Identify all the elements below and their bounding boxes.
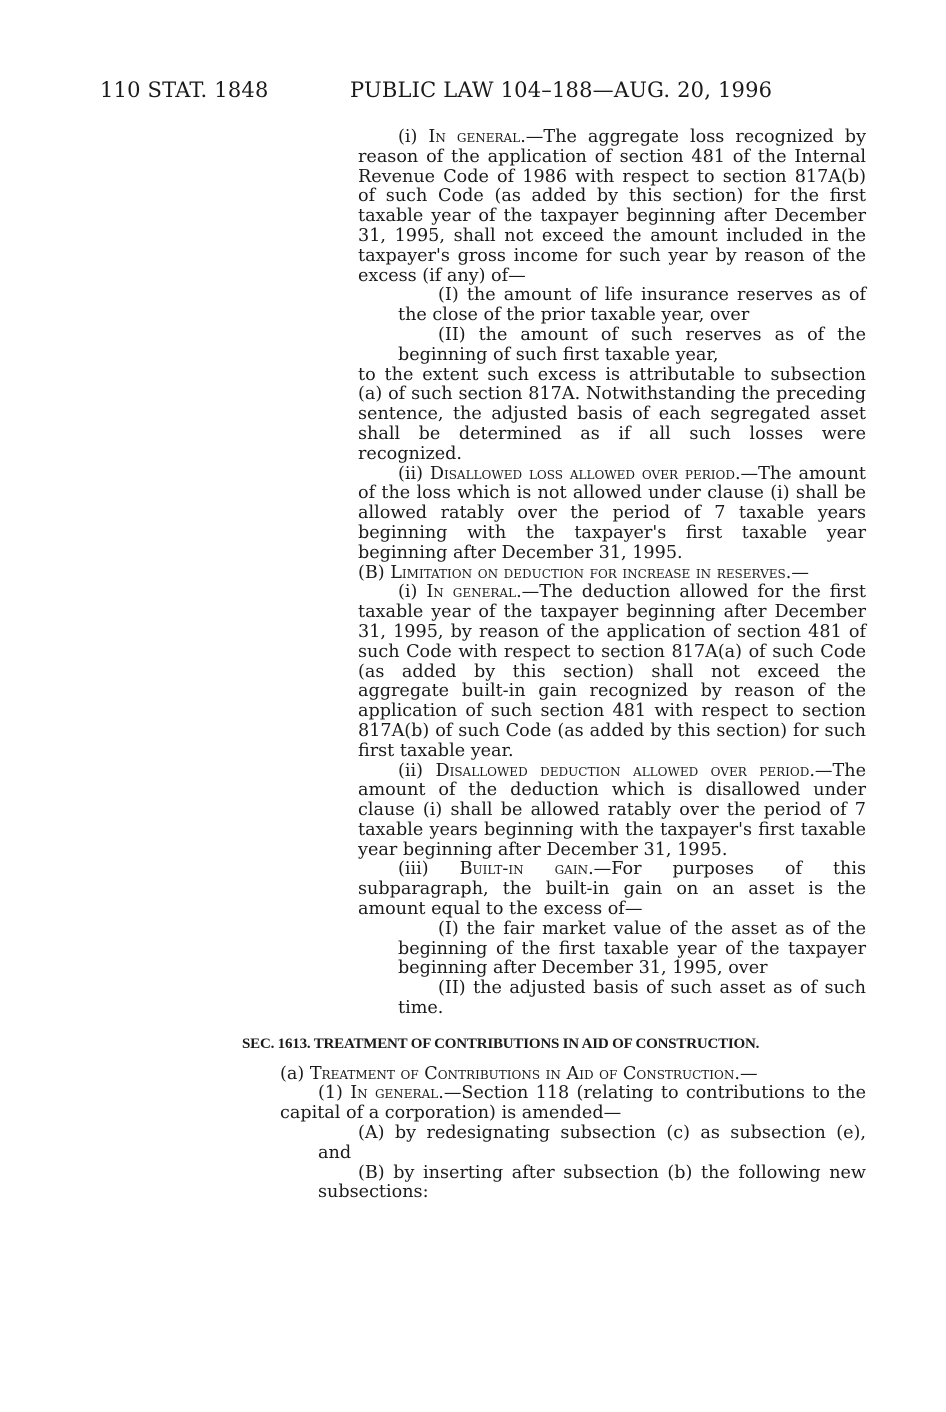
public-law-citation: PUBLIC LAW 104–188—AUG. 20, 1996 (350, 78, 773, 102)
clause-i-in-general (358, 128, 866, 286)
subclause-I-reserves-close: (I) the amount of life insurance reserves as of the close of the prior taxable year, over (398, 285, 866, 326)
paragraph-text: .—Section 118 (relating to contributions to the capital of a corporation) is amended— (280, 1083, 867, 1124)
paragraph-number: (1) (318, 1083, 351, 1104)
clause-number: (iii) (398, 859, 460, 880)
subparagraph-A-redesignating: (A) by redesignating subsection (c) as subsection (e), and (318, 1123, 866, 1163)
subparagraph-heading: Limitation on deduction for increase in reserves (390, 562, 786, 583)
clause-text: .—The amount of the deduction which is disallowed under clause (i) shall be allowed ratably over the period of 7 taxable years beginning with the taxpayer's first taxable year beginning after December 31, 1995. (358, 760, 866, 860)
clause-number: (ii) (398, 463, 430, 484)
statute-body (0, 128, 946, 1203)
clause-heading: In general (426, 582, 517, 603)
clause-ii-disallowed-loss (358, 465, 866, 564)
section-heading: SEC. 1613. TREATMENT OF CONTRIBUTIONS IN AID OF CONSTRUCTION. (242, 1035, 760, 1052)
clause-heading: Built-in gain (459, 859, 589, 880)
clause-iii-built-in-gain (358, 860, 866, 919)
clause-ii-disallowed-deduction (358, 762, 866, 861)
subsection-number: (a) (280, 1063, 310, 1084)
paragraph-1-in-general (280, 1084, 866, 1124)
clause-text: .—The deduction allowed for the first taxable year of the taxpayer beginning after December 31, 1995, by reason of the application of section 481 of such Code with respect to section 817A(a) of such Code (as added by this section) shall not exceed the aggregate built-in gain recognized by reason of the application of such section 481 with respect to section 817A(b) of such Code (as added by this section) for such first taxable year. (358, 582, 867, 761)
subparagraph-B-limitation (318, 564, 866, 584)
subsection-text: .— (734, 1063, 758, 1084)
subclause-II-adjusted-basis: (II) the adjusted basis of such asset as of such time. (398, 978, 866, 1019)
subsection-heading: Treatment of Contributions in Aid of Construction (309, 1063, 735, 1084)
clause-heading: Disallowed loss allowed over period (429, 463, 735, 484)
subparagraph-text: .— (785, 562, 809, 583)
clause-i-deduction-in-general (358, 583, 866, 761)
clause-number: (ii) (398, 760, 436, 781)
clause-heading: Disallowed deduction allowed over period (435, 760, 810, 781)
paragraph-heading: In general (350, 1083, 439, 1104)
clause-text: .—The amount of the loss which is not allowed under clause (i) shall be allowed ratably over the period of 7 taxable years beginning with the taxpayer's first taxable year beginning after December 31, 1995. (358, 463, 866, 563)
subparagraph-B-inserting: (B) by inserting after subsection (b) the following new subsections: (318, 1162, 866, 1203)
clause-continuation: to the extent such excess is attributable to subsection (a) of such section 817A. Notwithstanding the preceding sentence, the adjusted basis of each segregated asset shall be determined as if all such losses were recognized. (358, 364, 866, 464)
clause-heading: In general (428, 127, 521, 147)
subparagraph-number: (B) (358, 562, 391, 583)
page-header (0, 78, 946, 108)
statute-page-number: 110 STAT. 1848 (100, 78, 269, 102)
clause-number: (i) (398, 127, 429, 147)
clause-text: .—The aggregate loss recognized by reason of the application of section 481 of the Internal Revenue Code of 1986 with respect to section 817A(b) of such Code (as added by this section) for the first taxable year of the taxpayer beginning after December 31, 1995, shall not exceed the amount included in the taxpayer's gross income for such year by reason of the excess (if any) of— (358, 127, 867, 286)
clause-text: .—For purposes of this subparagraph, the built-in gain on an asset is the amount equal to the excess of— (358, 859, 867, 920)
subclause-I-fair-market-value: (I) the fair market value of the asset as of the beginning of the first taxable year of the taxpayer beginning after December 31, 1995, over (398, 918, 866, 979)
clause-number: (i) (398, 582, 427, 603)
subsection-a-treatment (280, 1065, 866, 1085)
subclause-II-reserves-beginning: (II) the amount of such reserves as of the beginning of such first taxable year, (398, 324, 866, 365)
